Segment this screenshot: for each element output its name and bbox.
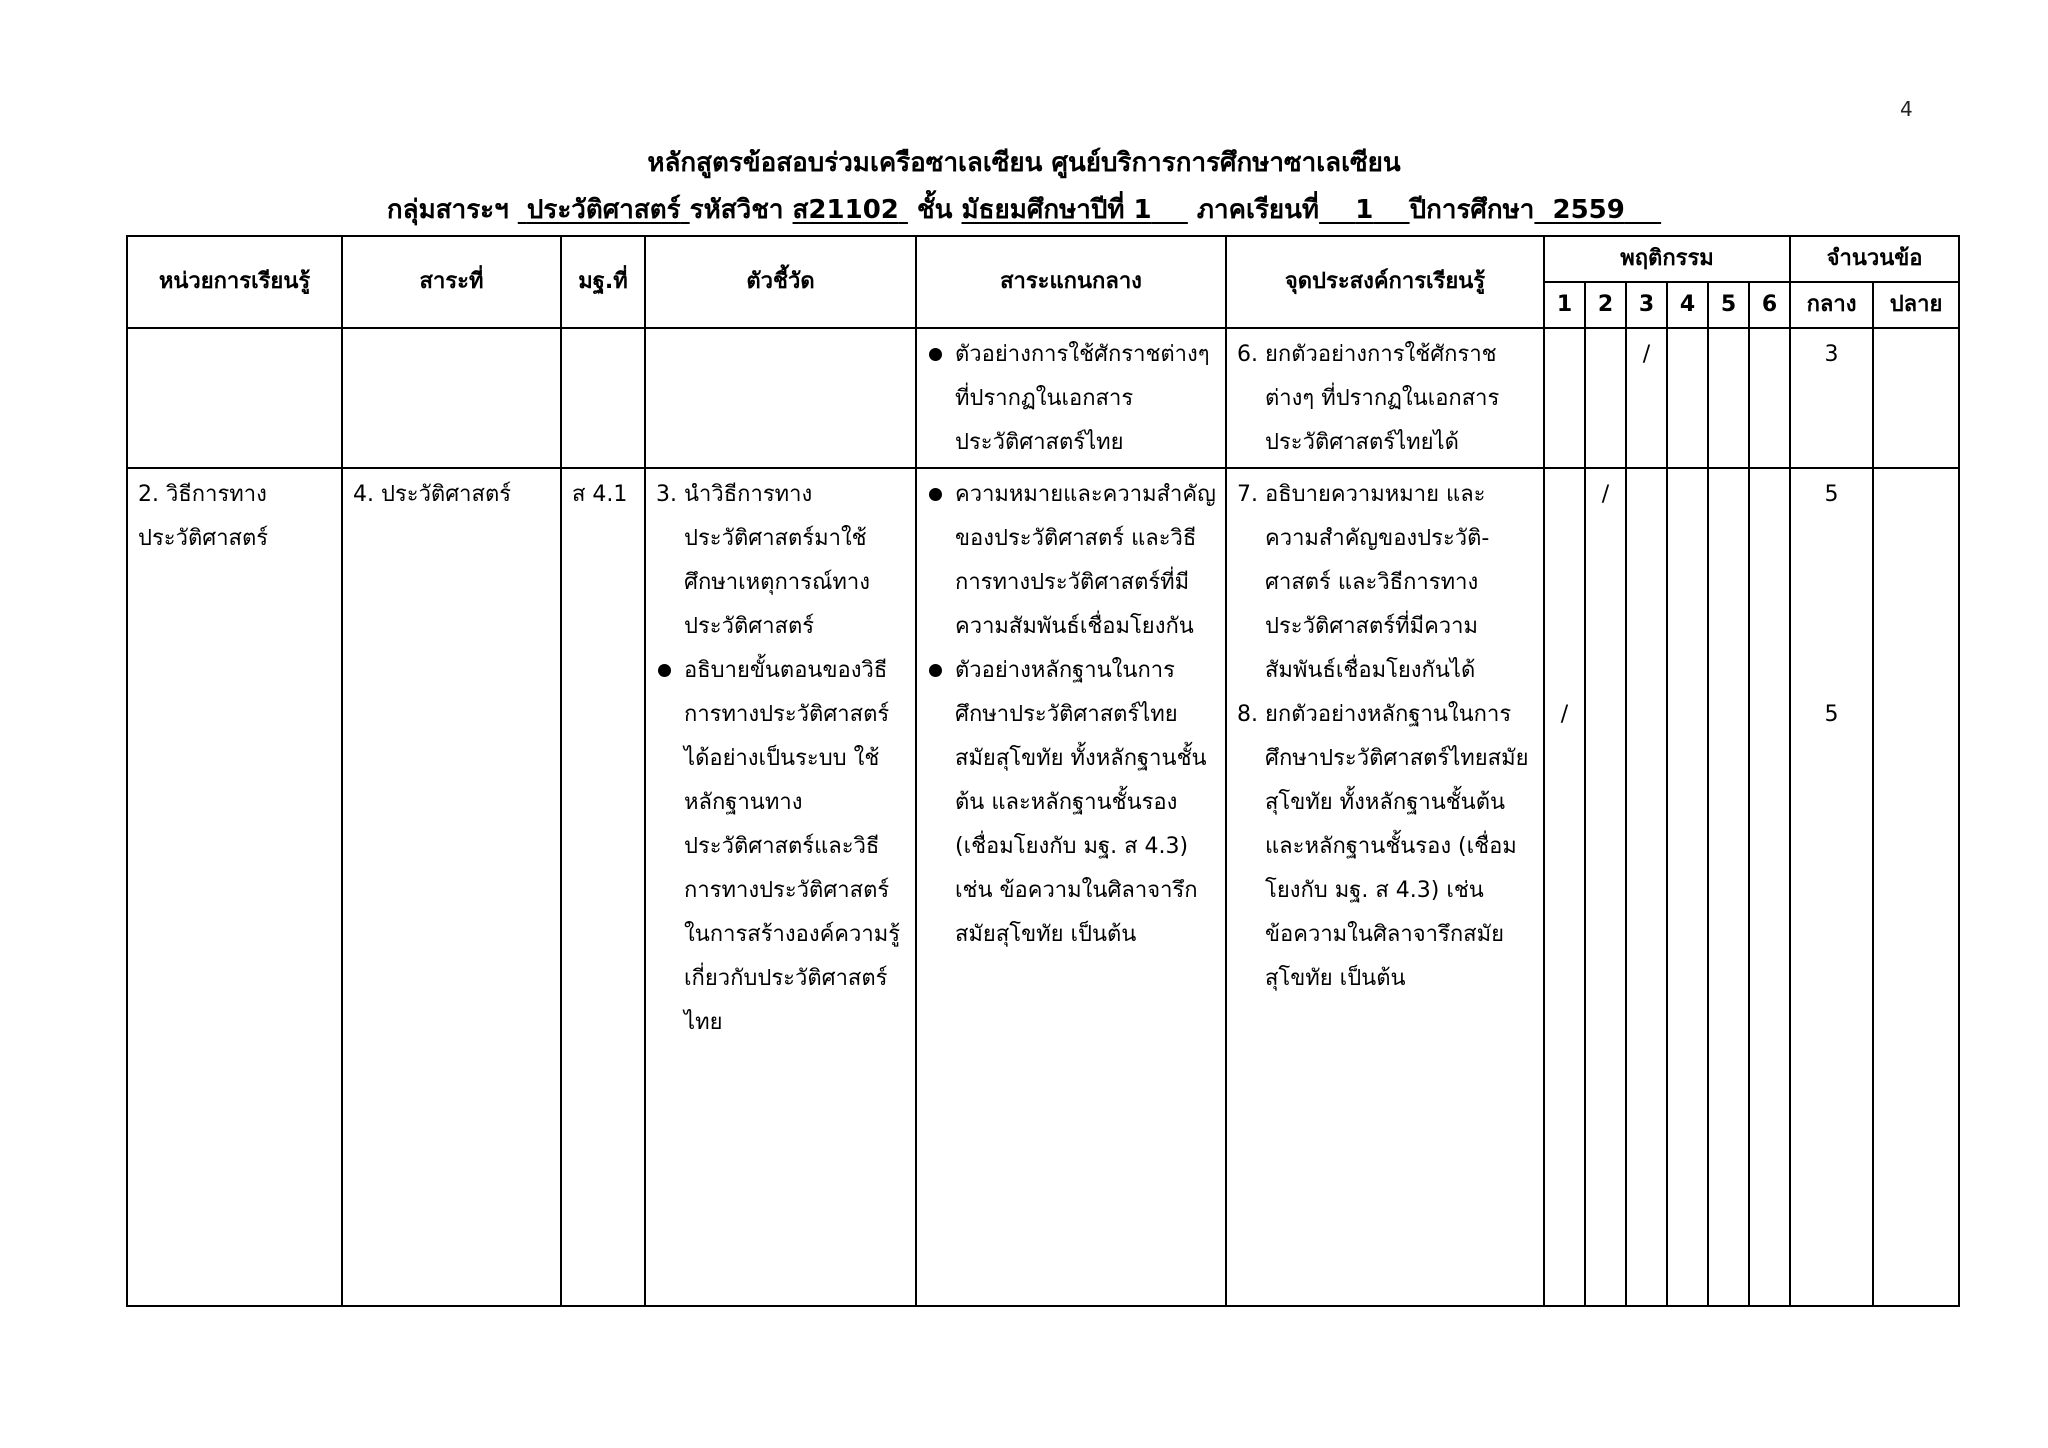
- cell-final: [1873, 468, 1959, 1306]
- header-behavior-3: 3: [1626, 282, 1667, 328]
- cell-objective: [1226, 468, 1544, 1306]
- cell-midterm: 5 5: [1790, 468, 1873, 1306]
- cell-behavior-2: [1585, 328, 1626, 468]
- code-label: รหัสวิชา: [689, 195, 784, 225]
- cell-behavior-3: /: [1626, 328, 1667, 468]
- cell-midterm: 3: [1790, 328, 1873, 468]
- bullet-icon: [658, 664, 671, 677]
- list-item: 8. ยกตัวอย่างหลักฐานในการศึกษาประวัติศาสตร์ไทยสมัยสุโขทัย ทั้งหลักฐานชั้นต้น และหลักฐานชั้นรอง (เชื่อมโยงกับ มฐ. ส 4.3) เช่น ข้อความในศิลาจารึกสมัยสุโขทัย เป็นต้น: [1237, 702, 1529, 991]
- cell-final: [1873, 328, 1959, 468]
- cell-behavior-3: [1626, 468, 1667, 1306]
- code-value: ส21102: [792, 195, 899, 225]
- header-indicator: ตัวชี้วัด: [645, 236, 916, 328]
- list-item: ตัวอย่างการใช้ศักราชต่างๆ ที่ปรากฏในเอกสารประวัติศาสตร์ไทย: [927, 333, 1217, 465]
- list-item: 6. ยกตัวอย่างการใช้ศักราชต่างๆ ที่ปรากฏในเอกสารประวัติศาสตร์ไทยได้: [1237, 342, 1500, 455]
- cell-behavior-5: [1708, 468, 1749, 1306]
- grade-label: ชั้น: [917, 195, 953, 225]
- header-behavior-4: 4: [1667, 282, 1708, 328]
- term-value: 1: [1355, 195, 1374, 225]
- bullet-icon: [929, 348, 942, 361]
- group-label: กลุ่มสาระฯ: [386, 195, 509, 225]
- group-value: ประวัติศาสตร์: [526, 195, 681, 225]
- cell-behavior-4: [1667, 328, 1708, 468]
- list-item: อธิบายขั้นตอนของวิธีการทางประวัติศาสตร์ได้อย่างเป็นระบบ ใช้หลักฐานทางประวัติศาสตร์และวิธีการทางประวัติศาสตร์ในการสร้างองค์ความรู้เกี่ยวกับประวัติศาสตร์ไทย: [656, 649, 907, 1045]
- header-midterm: กลาง: [1790, 282, 1873, 328]
- list-item: ความหมายและความสำคัญของประวัติศาสตร์ และวิธีการทางประวัติศาสตร์ที่มีความสัมพันธ์เชื่อมโยงกัน: [927, 473, 1217, 649]
- header-core-content: สาระแกนกลาง: [916, 236, 1226, 328]
- header-behavior-1: 1: [1544, 282, 1585, 328]
- page-number: 4: [1900, 97, 1913, 121]
- header-unit: หน่วยการเรียนรู้: [127, 236, 342, 328]
- header-behavior: พฤติกรรม: [1544, 236, 1790, 282]
- cell-standard: ส 4.1: [561, 468, 645, 1306]
- header-item-count: จำนวนข้อ: [1790, 236, 1959, 282]
- cell-strand: 4. ประวัติศาสตร์: [342, 468, 561, 1306]
- page-title: หลักสูตรข้อสอบร่วมเครือซาเลเซียน ศูนย์บริการการศึกษาซาเลเซียน: [647, 148, 1401, 178]
- header-final: ปลาย: [1873, 282, 1959, 328]
- cell-strand-empty: [342, 328, 561, 468]
- cell-behavior-6: [1749, 328, 1790, 468]
- header-behavior-6: 6: [1749, 282, 1790, 328]
- cell-unit: 2. วิธีการทางประวัติศาสตร์: [127, 468, 342, 1306]
- header-behavior-2: 2: [1585, 282, 1626, 328]
- cell-objective: [1226, 328, 1544, 468]
- cell-unit-empty: [127, 328, 342, 468]
- bullet-icon: [929, 488, 942, 501]
- cell-standard-empty: [561, 328, 645, 468]
- term-label: ภาคเรียนที่: [1196, 195, 1320, 225]
- year-value: 2559: [1552, 195, 1625, 225]
- table-row: [127, 468, 1959, 1306]
- cell-behavior-6: [1749, 468, 1790, 1306]
- cell-indicator-empty: [645, 328, 916, 468]
- header-standard: มฐ.ที่: [561, 236, 645, 328]
- year-label: ปีการศึกษา: [1409, 195, 1535, 225]
- list-item: ตัวอย่างหลักฐานในการศึกษาประวัติศาสตร์ไทยสมัยสุโขทัย ทั้งหลักฐานชั้นต้น และหลักฐานชั้นรอง (เชื่อมโยงกับ มฐ. ส 4.3) เช่น ข้อความในศิลาจารึกสมัยสุโขทัย เป็นต้น: [927, 649, 1217, 957]
- header-objective: จุดประสงค์การเรียนรู้: [1226, 236, 1544, 328]
- curriculum-table: [126, 235, 1960, 1307]
- cell-core-content: [916, 328, 1226, 468]
- cell-behavior-1: [1544, 328, 1585, 468]
- table-row: [127, 328, 1959, 468]
- cell-core-content: [916, 468, 1226, 1306]
- header-behavior-5: 5: [1708, 282, 1749, 328]
- cell-behavior-5: [1708, 328, 1749, 468]
- cell-behavior-1: /: [1544, 468, 1585, 1306]
- cell-behavior-4: [1667, 468, 1708, 1306]
- cell-behavior-2: /: [1585, 468, 1626, 1306]
- grade-value: มัธยมศึกษาปีที่ 1: [961, 195, 1152, 225]
- header-strand: สาระที่: [342, 236, 561, 328]
- list-item: 7. อธิบายความหมาย และความสำคัญของประวัติ-ศาสตร์ และวิธีการทางประวัติศาสตร์ที่มีความสัมพันธ์เชื่อมโยงกันได้: [1237, 482, 1490, 683]
- bullet-icon: [929, 664, 942, 677]
- list-item: 3. นำวิธีการทางประวัติศาสตร์มาใช้ศึกษาเหตุการณ์ทางประวัติศาสตร์: [656, 482, 870, 639]
- page-subtitle: [0, 190, 2048, 230]
- cell-indicator: [645, 468, 916, 1306]
